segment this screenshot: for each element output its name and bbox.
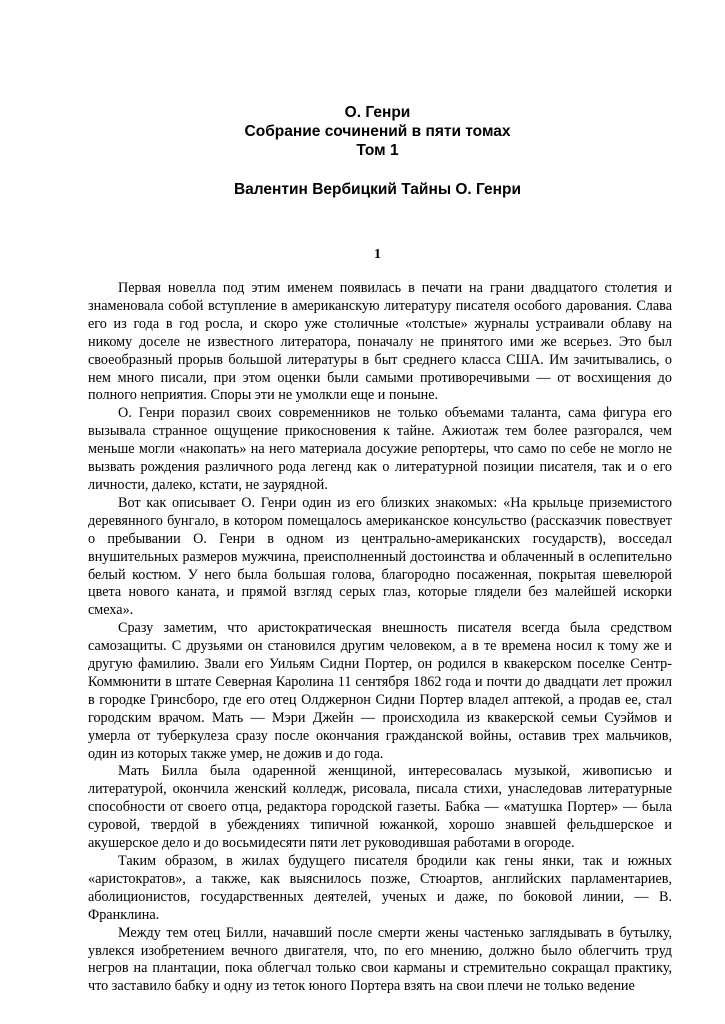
article-title: Валентин Вербицкий Тайны О. Генри [233, 181, 522, 198]
book-title-block [0, 103, 725, 160]
paragraph: Между тем отец Билли, начавший после смерти жены частенько заглядывать в бутылку, увлекся изобретением вечного двигателя, что, по его мнению, должно было облегчить труд негров на плантации, пока облегчал только свои карманы и стремительно сокращал практику, что заставило бабку и одну из теток юного Портера взять на свои плечи не только ведение [88, 924, 672, 995]
paragraph: Первая новелла под этим именем появилась в печати на грани двадцатого столетия и знаменовала собой вступление в американскую литературу писателя особого дарования. Слава его из года в год росла, и скоро уже столичные «толстые» журналы устраивали облаву на никому доселе не известного литератора, поначалу не принятого ими же всерьез. Это был своеобразный прорыв большой литературы в быт среднего класса США. Им зачитывались, о нем много писали, при этом оценки были самыми противоречивыми — от восхищения до полного неприятия. Споры эти не умолкли еще и поныне. [88, 280, 672, 404]
paragraph: Таким образом, в жилах будущего писателя бродили как гены янки, так и южных «аристократов», а также, как выяснилось позже, Стюартов, английских парламентариев, аболиционистов, государственных деятелей, ученых и даже, по боковой линии, — В. Франклина. [88, 853, 672, 923]
paragraph: О. Генри поразил своих современников не только объемами таланта, сама фигура его вызывала странное ощущение прикосновения к тайне. Ажиотаж тем более разгорался, чем меньше могли «накопать» на него материала досужие репортеры, что само по себе не могло не вызвать рождения различного рода легенд как о литературной позиции писателя, так и о его личности, далеко, кстати, не заурядной. [88, 405, 672, 493]
volume-label: Том 1 [356, 142, 399, 159]
paragraph: Вот как описывает О. Генри один из его близких знакомых: «На крыльце приземистого деревянного бунгало, в котором помещалось американское консульство (рассказчик повествует о пребывании О. Генри в одном из центрально-американских государств), восседал внушительных размеров мужчина, преисполненный достоинства и облаченный в ослепительно белый костюм. У него была большая голова, благородно посаженная, покрытая шевелюрой цвета нового каната, и прямой взгляд серых глаз, которые глядели без малейшей искорки смеха». [88, 494, 672, 619]
paragraph: Мать Билла была одаренной женщиной, интересовалась музыкой, живописью и литературой, окончила женский колледж, рисовала, писала стихи, унаследовав литературные способности от своего отца, редактора городской газеты. Бабка — «матушка Портер» — была суровой, твердой в убеждениях типичной южанкой, хорошо знавшей фельдшерское и акушерское дело и до восьмидесяти пяти лет руководившая работами в огороде. [88, 763, 672, 852]
collection-title: Собрание сочинений в пяти томах [244, 123, 511, 140]
article-body [88, 280, 672, 996]
chapter-number: 1 [374, 247, 381, 262]
paragraph: Сразу заметим, что аристократическая внешность писателя всегда была средством самозащиты. С друзьями он становился другим человеком, а в те времена носил к тому же и другую фамилию. Звали его Уильям Сидни Портер, он родился в квакерском поселке Сентр-Коммюнити в штате Северная Каролина 11 сентября 1862 года и почти до двадцати лет прожил в городке Гринсборо, где его отец Олджернон Сидни Портер владел аптекой, а продав ее, стал городским врачом. Мать — Мэри Джейн — происходила из квакерской семьи Суэймов и умерла от туберкулеза сразу после окончания гражданской войны, оставив трех мальчиков, один из которых также умер, не дожив и до года. [88, 620, 672, 762]
author-name: О. Генри [344, 104, 411, 121]
